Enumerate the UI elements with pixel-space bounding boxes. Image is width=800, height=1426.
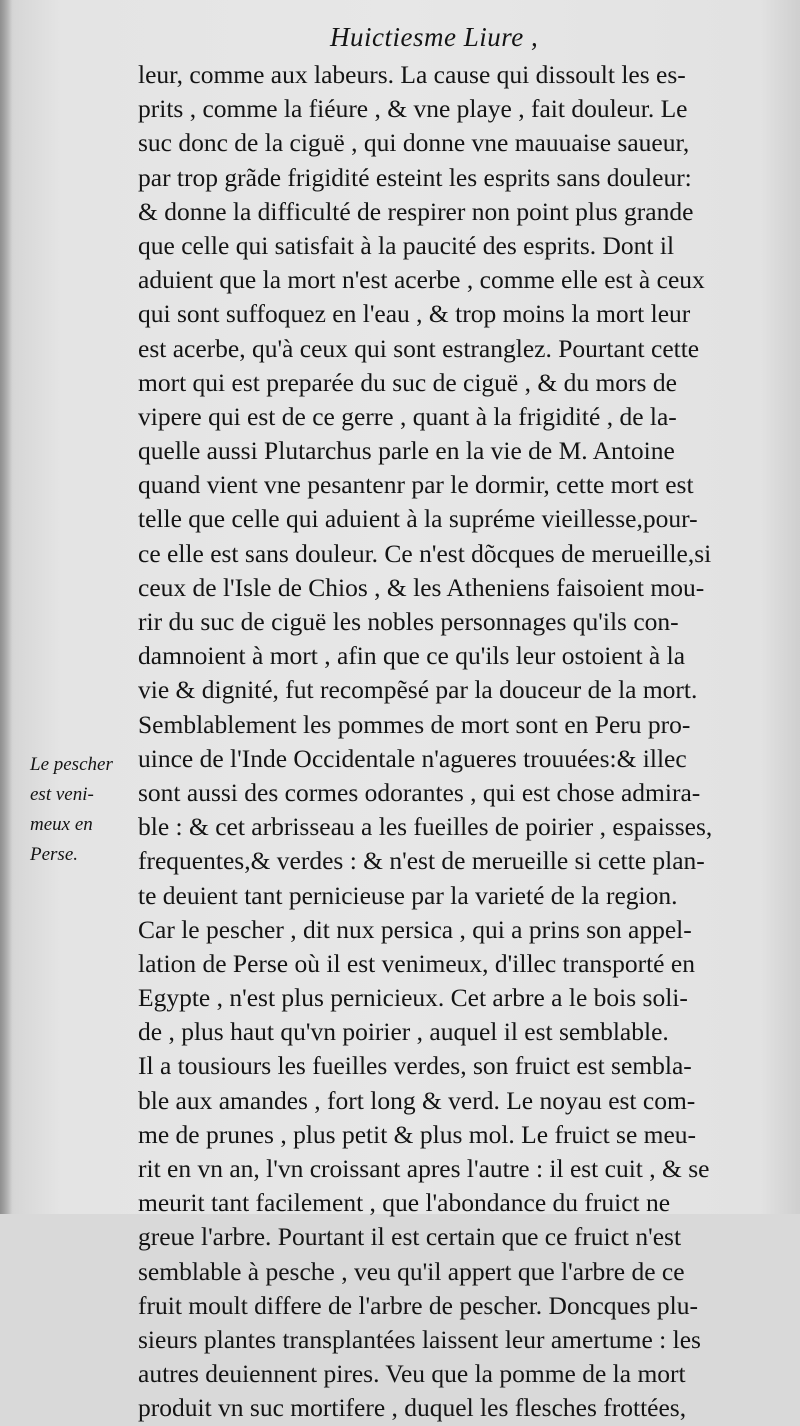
text-line: damnoient à mort , afin que ce qu'ils leur ostoient à la: [138, 641, 686, 671]
text-line: produit vn suc mortifere , duquel les flesches frottées,: [138, 1393, 687, 1423]
text-line: semblable à pesche , veu qu'il appert que l'arbre de ce: [138, 1256, 685, 1286]
text-line: sieurs plantes transplantées laissent leur amertume : les: [138, 1324, 701, 1354]
text-line: par trop grãde frigidité esteint les esprits sans douleur:: [138, 162, 692, 192]
text-line: greue l'arbre. Pourtant il est certain que ce fruict n'est: [138, 1222, 682, 1252]
text-line: lation de Perse où il est venimeux, d'illec transporté en: [138, 948, 695, 978]
text-line: qui sont suffoquez en l'eau , & trop moins la mort leur: [138, 299, 691, 329]
text-line: ble : & cet arbrisseau a les fueilles de poirier , espaisses,: [138, 812, 713, 842]
text-line: Egypte , n'est plus pernicieux. Cet arbre a le bois soli-: [138, 983, 688, 1013]
text-line: autres deuiennent pires. Veu que la pomme de la mort: [138, 1359, 686, 1389]
text-line: te deuient tant pernicieuse par la varieté de la region.: [138, 880, 678, 910]
text-line: uince de l'Inde Occidentale n'agueres trouuées:& illec: [138, 743, 687, 773]
text-line: Car le pescher , dit nux persica , qui a prins son appel-: [138, 914, 692, 944]
marginal-note-line: est veni-: [30, 784, 94, 805]
text-line: ceux de l'Isle de Chios , & les Atheniens faisoient mou-: [138, 572, 705, 602]
text-line: prits , comme la fiéure , & vne playe , fait douleur. Le: [138, 94, 688, 124]
marginal-note: [30, 750, 130, 870]
marginal-note-line: meux en: [30, 814, 93, 835]
gutter-shadow: [0, 0, 12, 1214]
text-line: est acerbe, qu'à ceux qui sont estranglez. Pourtant cette: [138, 333, 700, 363]
text-line: Il a tousiours les fueilles verdes, son fruict est sembla-: [138, 1051, 692, 1081]
text-line: de , plus haut qu'vn poirier , auquel il est semblable.: [138, 1017, 669, 1047]
text-line: fruit moult differe de l'arbre de pescher. Doncques plu-: [138, 1290, 698, 1320]
marginal-note-line: Le pescher: [30, 754, 113, 775]
text-line: & donne la difficulté de respirer non point plus grande: [138, 196, 694, 226]
text-line: telle que celle qui aduient à la supréme vieillesse,pour-: [138, 504, 698, 534]
text-line: quand vient vne pesantenr par le dormir, cette mort est: [138, 470, 694, 500]
text-line: frequentes,& verdes : & n'est de merueille si cette plan-: [138, 846, 705, 876]
text-line: aduient que la mort n'est acerbe , comme elle est à ceux: [138, 265, 705, 295]
text-line: vie & dignité, fut recompẽsé par la douceur de la mort.: [138, 675, 698, 705]
text-line: mort qui est preparée du suc de ciguë , & du mors de: [138, 367, 677, 397]
body-text: [138, 58, 730, 1426]
text-line: me de prunes , plus petit & plus mol. Le fruict se meu-: [138, 1119, 697, 1149]
marginal-note-line: Perse.: [30, 844, 79, 865]
text-line: ble aux amandes , fort long & verd. Le noyau est com-: [138, 1085, 696, 1115]
text-line: rir du suc de ciguë les nobles personnages qu'ils con-: [138, 607, 679, 636]
text-line: quelle aussi Plutarchus parle en la vie de M. Antoine: [138, 436, 675, 466]
text-line: que celle qui satisfait à la paucité des esprits. Dont il: [138, 230, 675, 260]
text-line: meurit tant facilement , que l'abondance du fruict ne: [138, 1188, 671, 1218]
text-line: leur, comme aux labeurs. La cause qui dissoult les es-: [138, 60, 686, 89]
text-line: vipere qui est de ce gerre , quant à la frigidité , de la-: [138, 401, 677, 431]
text-line: ce elle est sans douleur. Ce n'est dõcques de merueille,si: [138, 538, 712, 568]
text-line: rit en vn an, l'vn croissant apres l'autre : il est cuit , & se: [138, 1154, 710, 1183]
text-line: Semblablement les pommes de mort sont en Peru pro-: [138, 709, 691, 739]
text-line: suc donc de la ciguë , qui donne vne mauuaise saueur,: [138, 128, 690, 158]
text-line: sont aussi des cormes odorantes , qui est chose admira-: [138, 777, 701, 807]
running-head: Huictiesme Liure ,: [330, 22, 539, 52]
